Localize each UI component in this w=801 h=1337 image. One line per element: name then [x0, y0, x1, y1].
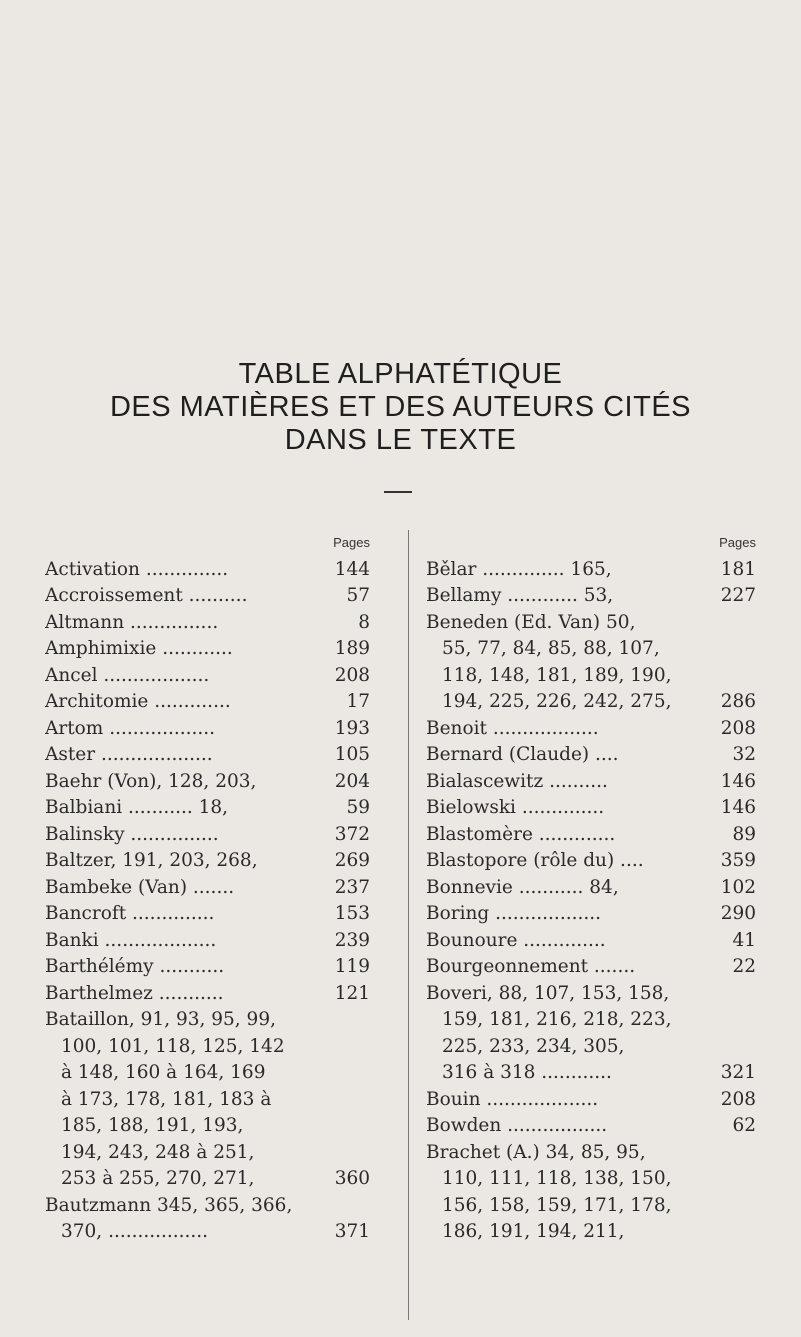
index-entry — [426, 716, 756, 743]
index-entry — [45, 954, 370, 981]
index-entry — [426, 610, 756, 637]
page-heading — [0, 358, 801, 457]
heading-line-1: TABLE ALPHATÉTIQUE — [238, 358, 563, 390]
pages-header-left: Pages — [333, 535, 370, 550]
index-entry — [45, 689, 370, 716]
entry-text: 55, 77, 84, 85, 88, 107, — [442, 638, 660, 659]
entry-page: 204 — [334, 770, 370, 792]
index-entry — [45, 928, 370, 955]
index-entry — [426, 689, 756, 716]
entry-page: 208 — [334, 664, 370, 686]
entry-text: Bielowski .............. — [426, 797, 605, 818]
entry-text: Bowden ................. — [426, 1115, 608, 1136]
entry-text: Benoit .................. — [426, 717, 599, 739]
entry-text: 370, ................. — [61, 1221, 209, 1242]
index-entry — [45, 636, 370, 663]
index-entry — [426, 1087, 756, 1114]
index-entry — [426, 795, 756, 822]
entry-text: Boveri, 88, 107, 153, 158, — [426, 982, 670, 1004]
index-entry — [426, 1166, 756, 1193]
entry-text: 159, 181, 216, 218, 223, — [442, 1009, 672, 1030]
entry-text: 118, 148, 181, 189, 190, — [442, 664, 672, 686]
entry-text: à 173, 178, 181, 183 à — [61, 1088, 272, 1110]
index-column-left — [45, 530, 370, 1246]
entry-text: Balinsky ............... — [45, 823, 219, 845]
entry-page: 119 — [334, 956, 370, 977]
entry-text: Baehr (Von), 128, 203, — [45, 770, 257, 792]
index-entry — [426, 557, 756, 584]
index-entry — [45, 901, 370, 928]
entry-page: 359 — [720, 850, 756, 871]
index-entry — [45, 742, 370, 769]
entry-text: Artom .................. — [45, 717, 216, 739]
entry-text: Barthelmez ........... — [45, 982, 224, 1004]
entry-page: 41 — [732, 929, 756, 951]
entry-page: 105 — [334, 744, 370, 765]
index-entry — [426, 954, 756, 981]
entry-text: Ancel .................. — [45, 664, 210, 686]
index-entry — [426, 1060, 756, 1087]
entry-page: 17 — [346, 691, 370, 712]
entry-text: Altmann ............... — [45, 611, 219, 633]
index-entry — [426, 663, 756, 690]
entry-text: Balbiani ........... 18, — [45, 797, 229, 818]
index-entry — [45, 1060, 370, 1087]
entry-text: 194, 243, 248 à 251, — [61, 1141, 255, 1163]
entry-text: Aster ................... — [45, 744, 213, 765]
entry-text: Amphimixie ............ — [45, 638, 233, 659]
index-entry — [45, 769, 370, 796]
entry-text: 194, 225, 226, 242, 275, — [442, 691, 672, 712]
entry-page: 269 — [334, 850, 370, 871]
index-entry — [45, 1034, 370, 1061]
entry-page: 144 — [334, 558, 370, 580]
heading-rule — [384, 491, 412, 493]
index-entry — [45, 1087, 370, 1114]
entry-text: Bellamy ............ 53, — [426, 585, 614, 606]
index-entry — [45, 875, 370, 902]
entry-text: Boring .................. — [426, 903, 601, 924]
entry-text: 110, 111, 118, 138, 150, — [442, 1168, 672, 1189]
entry-page: 102 — [720, 876, 756, 898]
entry-page: 321 — [720, 1062, 756, 1083]
entry-text: Bourgeonnement ....... — [426, 956, 636, 977]
index-entry — [426, 742, 756, 769]
entry-text: Blastomère ............. — [426, 823, 616, 845]
entry-text: 253 à 255, 270, 271, — [61, 1168, 255, 1189]
entry-text: 225, 233, 234, 305, — [442, 1035, 625, 1057]
index-entry — [426, 1034, 756, 1061]
entry-text: Bonnevie ........... 84, — [426, 876, 619, 898]
index-entry — [45, 1140, 370, 1167]
entry-text: à 148, 160 à 164, 169 — [61, 1062, 266, 1083]
entry-page: 286 — [720, 691, 756, 712]
index-entry — [45, 1007, 370, 1034]
index-entry — [45, 716, 370, 743]
entry-page: 193 — [334, 717, 370, 739]
right-entries — [426, 557, 756, 1246]
entry-text: Barthélémy ........... — [45, 956, 225, 977]
entry-text: Activation .............. — [45, 558, 229, 580]
entry-text: Accroissement .......... — [45, 585, 248, 606]
entry-page: 59 — [346, 797, 370, 818]
column-separator — [408, 530, 409, 1320]
entry-page: 146 — [720, 770, 756, 792]
entry-page: 22 — [732, 956, 756, 977]
index-column-right — [426, 530, 756, 1246]
index-entry — [45, 1166, 370, 1193]
entry-page: 237 — [334, 876, 370, 898]
heading-line-2: DES MATIÈRES ET DES AUTEURS CITÉS — [109, 391, 692, 423]
left-entries — [45, 557, 370, 1246]
index-entry — [426, 875, 756, 902]
entry-text: Bataillon, 91, 93, 95, 99, — [45, 1009, 276, 1030]
index-entry — [426, 1140, 756, 1167]
entry-page: 208 — [720, 1088, 756, 1110]
entry-page: 8 — [358, 611, 370, 633]
entry-text: Bautzmann 345, 365, 366, — [45, 1194, 293, 1216]
entry-page: 360 — [334, 1168, 370, 1189]
entry-text: Bambeke (Van) ....... — [45, 876, 235, 898]
entry-page: 181 — [720, 558, 756, 580]
index-entry — [426, 583, 756, 610]
index-entry — [426, 1007, 756, 1034]
entry-text: 185, 188, 191, 193, — [61, 1115, 244, 1136]
entry-page: 146 — [720, 797, 756, 818]
entry-text: Bialascewitz .......... — [426, 770, 608, 792]
entry-page: 32 — [732, 744, 756, 765]
index-entry — [45, 981, 370, 1008]
entry-page: 227 — [720, 585, 756, 606]
index-entry — [426, 928, 756, 955]
index-entry — [426, 1113, 756, 1140]
index-entry — [45, 663, 370, 690]
index-entry — [426, 769, 756, 796]
index-entry — [426, 1193, 756, 1220]
entry-text: Bouin ................... — [426, 1088, 599, 1110]
entry-page: 189 — [334, 638, 370, 659]
entry-text: Baltzer, 191, 203, 268, — [45, 850, 258, 871]
pages-header-right: Pages — [719, 535, 756, 550]
index-entry — [45, 1193, 370, 1220]
index-entry — [45, 557, 370, 584]
index-entry — [426, 636, 756, 663]
entry-text: Blastopore (rôle du) .... — [426, 850, 644, 871]
entry-text: 156, 158, 159, 171, 178, — [442, 1194, 672, 1216]
entry-page: 372 — [334, 823, 370, 845]
entry-text: 100, 101, 118, 125, 142 — [61, 1035, 285, 1057]
index-entry — [45, 610, 370, 637]
entry-page: 57 — [346, 585, 370, 606]
entry-text: Bounoure .............. — [426, 929, 606, 951]
entry-text: 316 à 318 ............ — [442, 1062, 612, 1083]
entry-text: 186, 191, 194, 211, — [442, 1221, 625, 1242]
entry-text: Banki ................... — [45, 929, 217, 951]
index-entry — [426, 822, 756, 849]
index-entry — [426, 981, 756, 1008]
index-entry — [426, 848, 756, 875]
heading-line-3: DANS LE TEXTE — [284, 424, 517, 456]
entry-text: Bělar .............. 165, — [426, 558, 612, 580]
entry-page: 89 — [732, 823, 756, 845]
index-entry — [45, 1219, 370, 1246]
index-entry — [45, 848, 370, 875]
entry-page: 121 — [334, 982, 370, 1004]
entry-text: Beneden (Ed. Van) 50, — [426, 611, 636, 633]
entry-text: Bancroft .............. — [45, 903, 215, 924]
entry-page: 62 — [732, 1115, 756, 1136]
entry-page: 153 — [334, 903, 370, 924]
index-entry — [45, 1113, 370, 1140]
entry-text: Brachet (A.) 34, 85, 95, — [426, 1141, 646, 1163]
entry-page: 371 — [334, 1221, 370, 1242]
entry-text: Architomie ............. — [45, 691, 231, 712]
index-entry — [45, 795, 370, 822]
entry-page: 239 — [334, 929, 370, 951]
entry-page: 290 — [720, 903, 756, 924]
entry-page: 208 — [720, 717, 756, 739]
entry-text: Bernard (Claude) .... — [426, 744, 619, 765]
index-entry — [426, 901, 756, 928]
index-entry — [426, 1219, 756, 1246]
index-entry — [45, 583, 370, 610]
index-entry — [45, 822, 370, 849]
